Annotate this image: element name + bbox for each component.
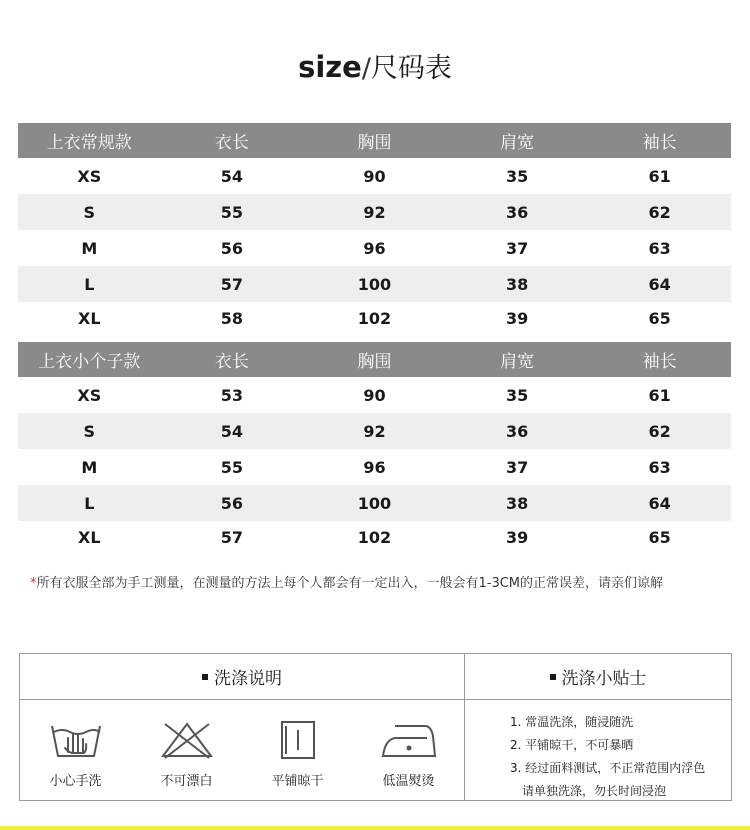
table-cell: 38 [505,274,529,294]
table-cell: 54 [220,421,244,441]
table-cell: M [81,457,98,477]
wash-tips-header [465,654,731,699]
table-header [18,123,731,158]
flat-dry-icon [270,718,326,762]
table-row [18,449,731,485]
header-cell: 胸围 [357,133,392,153]
care-icon-item [20,700,131,800]
table-row [18,302,731,335]
care-icon-item [131,700,242,800]
table-cell: 100 [357,274,392,294]
table-cell: 53 [220,385,244,405]
header-cell: 肩宽 [500,133,535,153]
table-cell: 102 [357,528,392,547]
table-cell: 55 [220,202,244,222]
table-cell: 55 [220,457,244,477]
note-text: 所有衣服全部为手工测量，在测量的方法上每个人都会有一定出入，一般会有1-3CM的正常误差，请亲们谅解 [36,576,664,591]
table-row [18,230,731,266]
measurement-note [30,572,663,591]
care-icon-item [242,700,353,800]
table-cell: 35 [505,166,529,186]
header-cell: 衣长 [214,133,249,153]
table-row [18,413,731,449]
table-cell: 56 [220,238,244,258]
table-cell: 65 [648,528,671,547]
table-cell: 39 [505,309,529,328]
table-cell: 57 [220,274,244,294]
size-table-regular [18,123,731,335]
table-cell: 63 [648,457,671,477]
table-cell: 90 [363,166,386,186]
wash-instructions-header [20,654,464,699]
table-cell: 92 [363,202,386,222]
table-cell: 36 [505,202,529,222]
header-cell: 肩宽 [500,352,535,372]
table-cell: 62 [648,421,671,441]
title-cn: 尺码表 [370,53,452,84]
table-cell: XL [78,528,101,547]
care-icons [20,700,464,800]
care-icon-item [353,700,464,800]
table-cell: 37 [505,457,529,477]
table-cell: M [81,238,98,258]
tip-item: 请单独洗涤，勿长时间浸泡 [522,784,667,798]
table-cell: 37 [505,238,529,258]
table-cell: L [84,493,95,513]
tip-item: 3. 经过面料测试，不正常范围内浮色 [510,761,706,775]
table-cell: S [83,421,96,441]
table-cell: 54 [220,166,244,186]
header-cell: 袖长 [642,133,677,153]
header-cell: 袖长 [642,352,677,372]
tip-item: 2. 平铺晾干，不可暴晒 [510,738,634,752]
table-cell: 61 [648,166,671,186]
table-cell: L [84,274,95,294]
header-cell: 胸围 [357,352,392,372]
bullet-icon [202,674,208,680]
header-cell: 衣长 [214,352,249,372]
table-cell: 63 [648,238,671,258]
table-cell: XL [78,309,101,328]
table-cell: 35 [505,385,529,405]
wash-instructions-title: 洗涤说明 [214,669,282,689]
table-row [18,485,731,521]
header-cell: 上衣小个子款 [38,352,141,372]
table-cell: 58 [220,309,244,328]
hand-wash-label: 小心手洗 [49,774,102,789]
table-cell: 64 [648,493,671,513]
table-cell: 61 [648,385,671,405]
table-cell: 96 [363,238,386,258]
page-title [0,46,750,85]
title-separator: / [361,53,371,84]
header-cell: 上衣常规款 [46,133,132,153]
hand-wash-icon [48,718,104,762]
table-row [18,194,731,230]
tip-item: 1. 常温洗涤，随浸随洗 [510,715,634,729]
table-cell: 36 [505,421,529,441]
flat-dry-label: 平铺晾干 [271,774,324,789]
size-table-petite [18,342,731,554]
title-en: size [298,50,362,84]
table-cell: 38 [505,493,529,513]
no-bleach-label: 不可漂白 [160,774,213,789]
table-header [18,342,731,377]
table-cell: 57 [220,528,244,547]
low-iron-icon [381,718,437,762]
table-cell: 62 [648,202,671,222]
table-cell: XS [77,385,102,405]
table-cell: 90 [363,385,386,405]
table-cell: 56 [220,493,244,513]
low-iron-label: 低温熨烫 [382,774,435,789]
table-cell: 92 [363,421,386,441]
table-cell: 65 [648,309,671,328]
table-cell: 100 [357,493,392,513]
table-row [18,266,731,302]
wash-tips-list [510,711,740,803]
table-cell: 39 [505,528,529,547]
table-cell: S [83,202,96,222]
wash-tips-title: 洗涤小贴士 [561,669,647,689]
table-cell: 64 [648,274,671,294]
no-bleach-icon [159,718,215,762]
bullet-icon [550,674,556,680]
note-star: * [30,576,37,591]
table-row [18,158,731,194]
table-cell: 96 [363,457,386,477]
table-cell: 102 [357,309,392,328]
table-row [18,521,731,554]
care-section [19,653,732,801]
table-row [18,377,731,413]
table-cell: XS [77,166,102,186]
bottom-accent-bar [0,826,750,830]
